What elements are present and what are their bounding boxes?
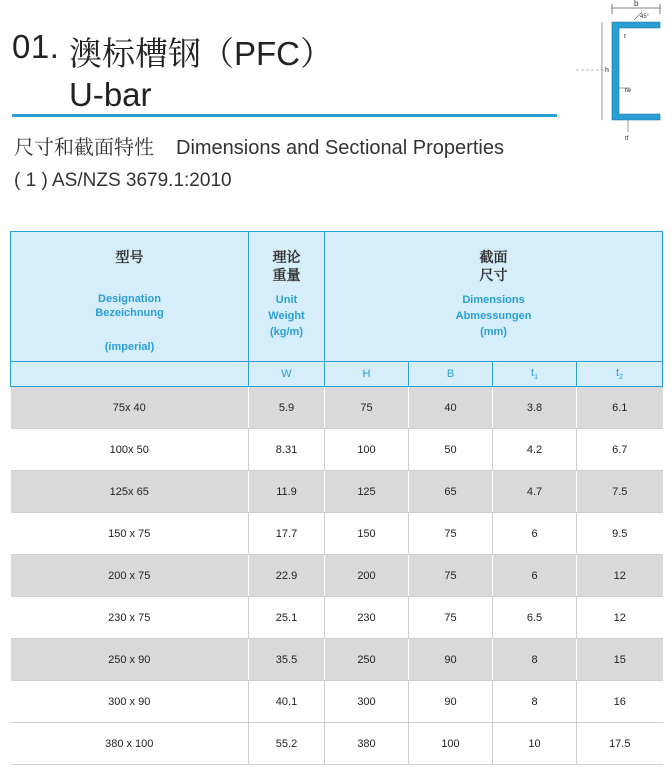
column-header-designation: 型号 Designation Bezeichnung (imperial)	[11, 232, 249, 362]
diagram-label-tf: tf	[625, 136, 629, 142]
channel-section-diagram	[570, 0, 672, 150]
cell-designation: 250 x 90	[11, 639, 249, 681]
title-english: U-bar	[69, 76, 152, 113]
table-row	[11, 513, 663, 555]
cell-height: 200	[325, 555, 409, 597]
cell-designation: 125x 65	[11, 471, 249, 513]
cell-t1: 6	[493, 513, 577, 555]
cell-weight: 55.2	[249, 723, 325, 765]
column-header-dimensions: 截面 尺寸 Dimensions Abmessungen (mm)	[325, 232, 663, 362]
cell-t1: 6	[493, 555, 577, 597]
cell-height: 100	[325, 429, 409, 471]
cell-designation: 300 x 90	[11, 681, 249, 723]
cell-weight: 25.1	[249, 597, 325, 639]
title-divider	[12, 114, 557, 117]
title-chinese: 澳标槽钢（PFC）	[69, 35, 333, 72]
cell-breadth: 75	[409, 513, 493, 555]
table-row	[11, 597, 663, 639]
channel-profile	[612, 22, 660, 120]
cell-weight: 40.1	[249, 681, 325, 723]
cell-height: 75	[325, 387, 409, 429]
diagram-label-b: b	[634, 0, 639, 8]
cell-breadth: 75	[409, 597, 493, 639]
cell-designation: 380 x 100	[11, 723, 249, 765]
subheader-t2: $t_2$	[577, 362, 663, 387]
cell-t1: 4.2	[493, 429, 577, 471]
cell-t2: 12	[577, 555, 663, 597]
cell-weight: 8.31	[249, 429, 325, 471]
subheader-t1: $t_1$	[493, 362, 577, 387]
cell-designation: 150 x 75	[11, 513, 249, 555]
cell-t1: 8	[493, 681, 577, 723]
cell-breadth: 65	[409, 471, 493, 513]
cell-weight: 35.5	[249, 639, 325, 681]
subtitle-chinese: 尺寸和截面特性	[14, 137, 154, 159]
column-header-weight: 理论 重量 Unit Weight (kg/m)	[249, 232, 325, 362]
cell-t1: 8	[493, 639, 577, 681]
cell-designation: 75x 40	[11, 387, 249, 429]
cell-designation: 200 x 75	[11, 555, 249, 597]
cell-t1: 10	[493, 723, 577, 765]
cell-weight: 22.9	[249, 555, 325, 597]
table-row	[11, 387, 663, 429]
diagram-label-r: r	[624, 33, 627, 40]
cell-designation: 230 x 75	[11, 597, 249, 639]
cell-weight: 17.7	[249, 513, 325, 555]
diagram-label-tw: tw	[625, 88, 631, 94]
subheader-w: W	[249, 362, 325, 387]
cell-height: 125	[325, 471, 409, 513]
cell-breadth: 90	[409, 639, 493, 681]
cell-t2: 15	[577, 639, 663, 681]
cell-breadth: 90	[409, 681, 493, 723]
cell-t2: 9.5	[577, 513, 663, 555]
subheader-h: H	[325, 362, 409, 387]
cell-height: 380	[325, 723, 409, 765]
section-number: 01.	[12, 28, 60, 65]
cell-height: 250	[325, 639, 409, 681]
dimensions-table	[10, 231, 663, 765]
cell-t2: 6.7	[577, 429, 663, 471]
subheader-blank	[11, 362, 249, 387]
cell-weight: 11.9	[249, 471, 325, 513]
cell-breadth: 40	[409, 387, 493, 429]
cell-breadth: 75	[409, 555, 493, 597]
cell-height: 300	[325, 681, 409, 723]
cell-breadth: 100	[409, 723, 493, 765]
section-subtitle	[14, 131, 504, 160]
cell-height: 230	[325, 597, 409, 639]
cell-t2: 17.5	[577, 723, 663, 765]
diagram-label-h: h	[605, 67, 609, 74]
cell-t2: 6.1	[577, 387, 663, 429]
cell-t1: 4.7	[493, 471, 577, 513]
standard-reference: ( 1 ) AS/NZS 3679.1:2010	[14, 170, 232, 191]
table-row	[11, 555, 663, 597]
table-row	[11, 471, 663, 513]
table-row	[11, 681, 663, 723]
cell-t2: 7.5	[577, 471, 663, 513]
cell-height: 150	[325, 513, 409, 555]
diagram-label-angle: 45°	[640, 14, 650, 20]
cell-breadth: 50	[409, 429, 493, 471]
cell-weight: 5.9	[249, 387, 325, 429]
table-row	[11, 429, 663, 471]
cell-t2: 12	[577, 597, 663, 639]
cell-designation: 100x 50	[11, 429, 249, 471]
cell-t1: 3.8	[493, 387, 577, 429]
cell-t2: 16	[577, 681, 663, 723]
table-row	[11, 723, 663, 765]
subheader-b: B	[409, 362, 493, 387]
subtitle-english: Dimensions and Sectional Properties	[176, 137, 504, 159]
cell-t1: 6.5	[493, 597, 577, 639]
table-row	[11, 639, 663, 681]
